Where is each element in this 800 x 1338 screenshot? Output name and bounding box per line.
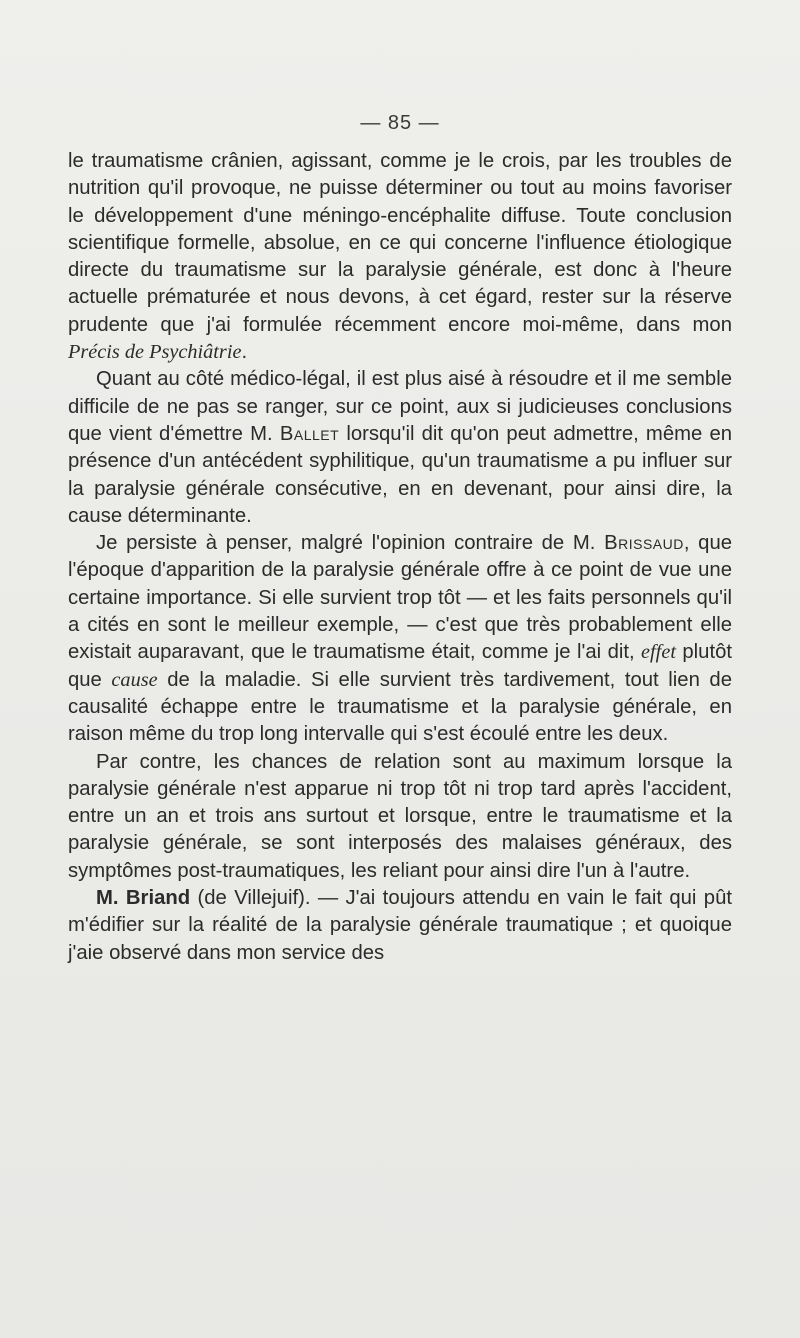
p1-text: le traumatisme crânien, agissant, comme je le crois, par les troubles de nutrition qu'il provoque, ne puisse déterminer ou tout au moins favoriser le développement d'une méningo-encéphalite diffuse. Toute conclusion scientifique formelle, absolue, en ce qui concerne l'influence étiologique directe du traumatisme sur la paralysie générale, est donc à l'heure actuelle prématurée et nous devons, à cet égard, rester sur la réserve prudente que j'ai formulée récemment encore moi-même, dans mon [68,150,732,336]
speaker-briand: M. Briand [96,887,191,910]
book-title-precis: Précis de Psychiâtrie [68,341,242,364]
p3-text-d: de la maladie. Si elle survient très tardivement, tout lien de causalité échappe entre le traumatisme et la paralysie générale, en raison même du trop long intervalle qui s'est écoulé entre les deux. [68,668,732,746]
paragraph-1 [68,148,732,366]
paragraph-5 [68,885,732,967]
p3-text-c: plutôt que [68,641,732,691]
page-number: — 85 — [360,112,440,134]
author-ballet: Ballet [279,422,340,445]
p5-text: (de Villejuif). — J'ai toujours attendu en vain le fait qui pût m'édifier sur la réalité de la paralysie générale traumatique ; et quoique j'aie observé dans mon service des [68,887,732,964]
author-brissaud: Brissaud [604,532,684,555]
emph-cause: cause [111,668,158,691]
paragraph-4 [68,749,732,885]
p4-text: Par contre, les chances de relation sont au maximum lorsque la paralysie générale n'est apparue ni trop tôt ni trop tard après l'accident, entre un an et trois ans surtout et lorsque, entre le traumatisme et la paralysie générale, se sont interposés des malaises généraux, des symptômes post-traumatiques, les reliant pour ainsi dire l'un à l'autre. [68,750,732,882]
p2-text-a: Quant au côté médico-légal, il est plus aisé à résoudre et il me semble difficile de ne pas se ranger, sur ce point, aux si judicieuses conclusions que vient d'émettre M. [68,368,732,445]
paragraph-3 [68,530,732,748]
p3-text-a: Je persiste à penser, malgré l'opinion contraire de M. [96,532,605,555]
body-text [68,148,732,967]
p2-text-b: lorsqu'il dit qu'on peut admettre, même en présence d'un antécédent syphilitique, qu'un traumatisme a pu influer sur la paralysie générale consécutive, en en devenant, pour ainsi dire, la cause déterminante. [68,422,733,527]
paragraph-2 [68,366,732,530]
emph-effet: effet [641,641,676,664]
p3-text-b: , que l'époque d'apparition de la paralysie générale offre à ce point de vue une certaine importance. Si elle survient trop tôt — et les faits personnels qu'il a cités en sont le meilleur exemple, — c'est que très probablement elle existait auparavant, que le traumatisme était, comme je l'ai dit, [68,532,733,664]
p1-end: . [241,341,248,364]
